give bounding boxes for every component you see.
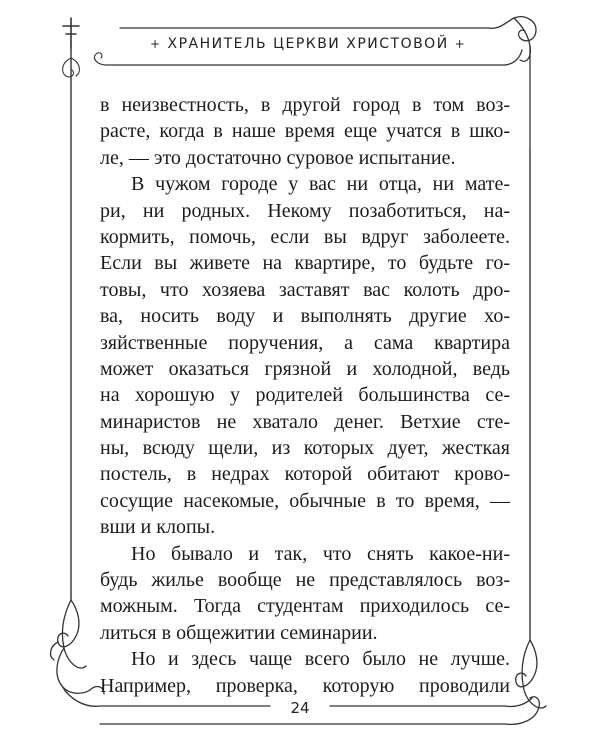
text-line: минаристов не хватало денег. Ветхие сте-	[100, 410, 510, 433]
text-line: можным. Тогда студентам приходилось се-	[100, 595, 510, 618]
text-line: кормить, помочь, если вы вдруг заболеете.	[100, 225, 510, 248]
cross-icon	[63, 18, 79, 48]
page-number: 24	[290, 699, 310, 717]
text-line: ле, — это достаточно суровое испытание.	[100, 146, 456, 169]
text-line: Но бывало и так, что снять какое-ни-	[131, 542, 510, 565]
bottom-left-corner-ornament-icon	[51, 600, 104, 706]
text-line: постель, в недрах которой обитают крово-	[100, 463, 510, 486]
ornament-left-icon: +	[150, 37, 162, 51]
text-line: зяйственные поручения, а сама квартира	[100, 331, 510, 354]
text-line: В чужом городе у вас ни отца, ни мате-	[131, 173, 510, 196]
text-line: Например, проверка, которую проводили	[100, 674, 510, 697]
ornament-right-icon: +	[454, 37, 467, 51]
text-line: Если вы живете на квартире, то будьте го-	[100, 252, 510, 275]
text-line: товы, что хозяева заставят вас колоть дро-	[100, 278, 510, 301]
text-line: может оказаться грязной и холодной, ведь	[100, 357, 510, 380]
text-line: вши и клопы.	[100, 516, 216, 539]
text-line: расте, когда в наше время еще учатся в шко-	[100, 120, 510, 143]
text-line: в неизвестность, в другой город в том воз-	[100, 94, 510, 116]
text-line: Но и здесь чаще всего было не лучше.	[131, 648, 510, 671]
bottom-right-corner-ornament-icon	[505, 640, 546, 724]
text-line: сосущие насекомые, обычные в то время, —	[100, 489, 510, 512]
text-line: литься в общежитии семинарии.	[100, 621, 378, 644]
text-line: ны, всюду щели, из которых дует, жесткая	[100, 437, 510, 460]
running-head-title: ХРАНИТЕЛЬ ЦЕРКВИ ХРИСТОВОЙ	[167, 36, 449, 52]
body-text	[100, 92, 510, 699]
text-line: ва, носить воду и выполнять другие хо-	[100, 305, 510, 328]
text-line: на хорошую у родителей большинства се-	[100, 384, 510, 407]
text-line: ри, ни родных. Некому позаботиться, на-	[100, 199, 510, 222]
running-head	[150, 36, 467, 52]
text-line: будь жилье вообще не представлялось воз-	[100, 569, 510, 592]
